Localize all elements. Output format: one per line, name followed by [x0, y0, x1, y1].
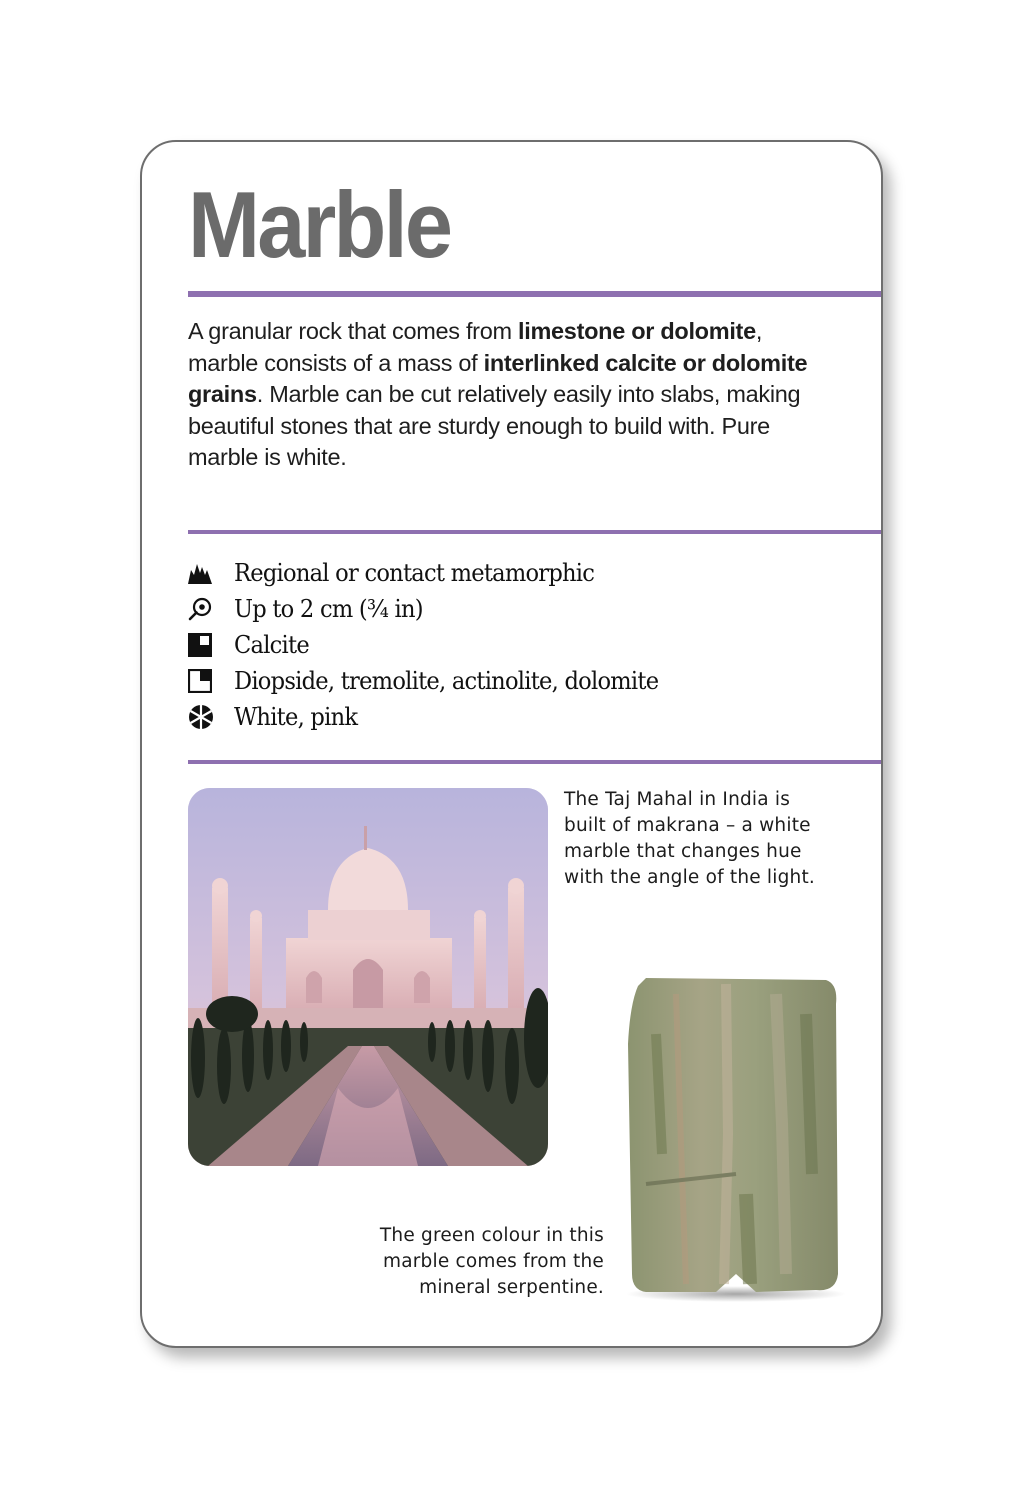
caption-line: mineral serpentine.	[419, 1277, 604, 1298]
description-text: A granular rock that comes from	[188, 318, 518, 344]
fact-origin-text: Regional or contact metamorphic	[234, 559, 595, 587]
fact-minor-minerals	[188, 663, 685, 699]
fact-major-minerals-text: Calcite	[234, 631, 309, 659]
description-paragraph	[188, 316, 828, 474]
fact-major-minerals	[188, 627, 685, 663]
taj-mahal-photo	[188, 788, 548, 1166]
card-title: Marble	[188, 172, 451, 277]
taj-mahal-caption	[564, 787, 864, 891]
caption-line: The Taj Mahal in India is	[564, 789, 791, 810]
fact-grain-size	[188, 591, 685, 627]
green-marble-caption	[342, 1223, 604, 1301]
caption-line: marble that changes hue	[564, 841, 802, 862]
mountain-icon	[188, 558, 218, 588]
fact-origin	[188, 555, 685, 591]
fact-minor-minerals-text: Diopside, tremolite, actinolite, dolomite	[234, 667, 659, 695]
fact-list	[188, 555, 685, 735]
caption-line: The green colour in this	[379, 1225, 604, 1246]
description-bold: limestone or dolomite	[517, 318, 756, 344]
fact-grain-size-text: Up to 2 cm (¾ in)	[234, 595, 423, 623]
description-text: , marble consists of a mass of	[188, 318, 763, 376]
caption-line: built of makrana – a white	[564, 815, 811, 836]
description-text: . Marble can be cut relatively easily into slabs, making beautiful stones that are sturdy enough to build with. Pure marble is white.	[188, 381, 801, 470]
caption-line: marble comes from the	[382, 1251, 604, 1272]
colour-wheel-icon	[188, 702, 218, 732]
marble-card	[140, 140, 883, 1348]
major-mineral-icon	[188, 630, 218, 660]
green-marble-specimen-photo	[616, 974, 848, 1304]
description-divider	[188, 530, 881, 534]
caption-line: with the angle of the light.	[564, 867, 816, 888]
magnifier-icon	[188, 594, 218, 624]
title-divider	[188, 291, 881, 297]
fact-colour-text: White, pink	[234, 703, 358, 731]
minor-mineral-icon	[188, 666, 218, 696]
fact-colour	[188, 699, 685, 735]
facts-divider	[188, 760, 881, 764]
description-bold: interlinked calcite or dolomite grains	[188, 349, 808, 407]
